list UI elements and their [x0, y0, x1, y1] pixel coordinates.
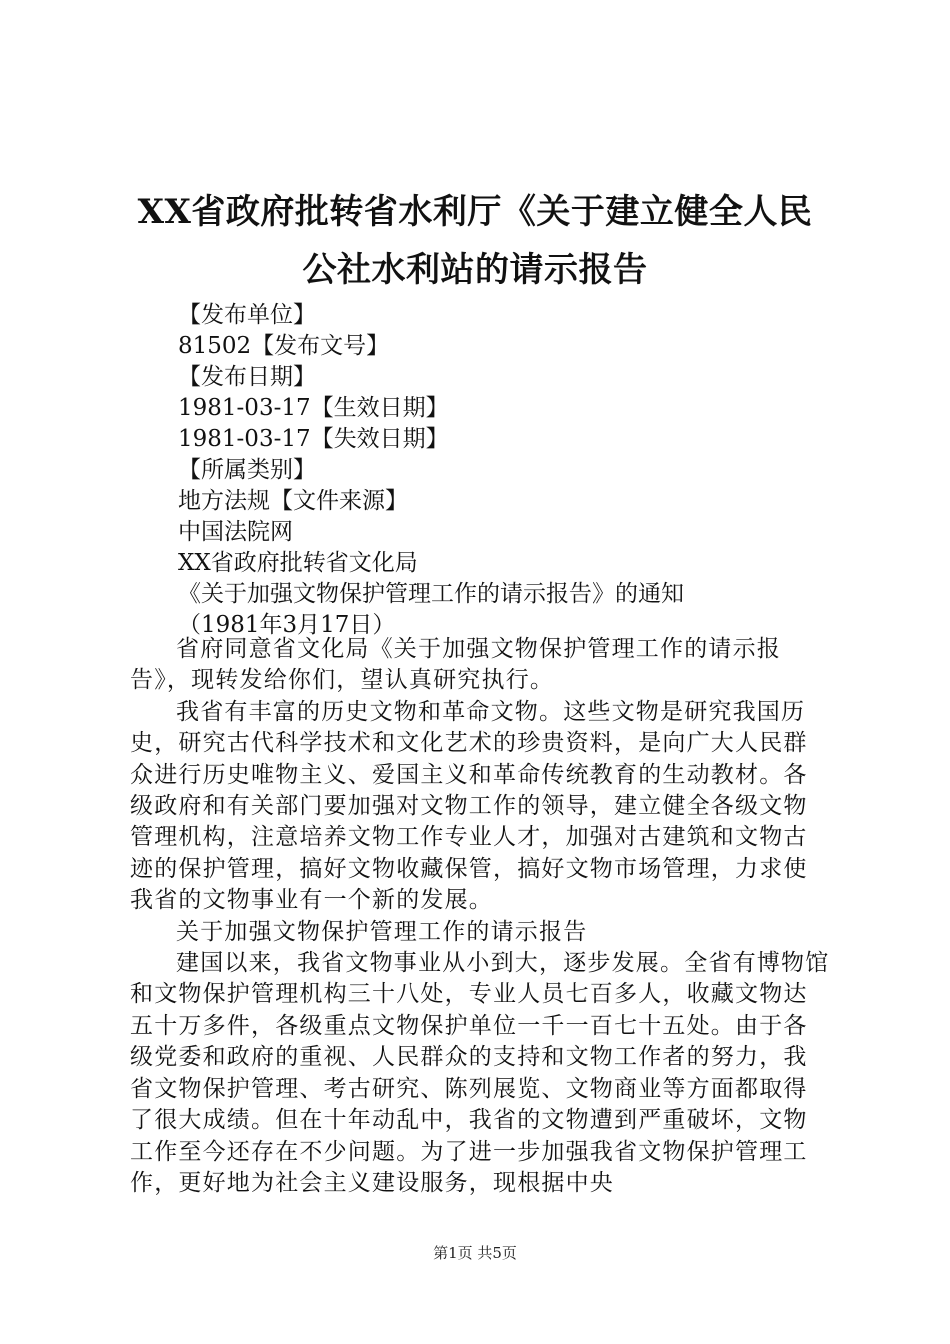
document-title-line-2: 公社水利站的请示报告 [302, 250, 648, 290]
meta-issuer: 【发布单位】 [178, 302, 316, 328]
page-footer: 第1页 共5页 [433, 1244, 517, 1262]
document-title-line-1: XX省政府批转省水利厅《关于建立健全人民 [137, 192, 813, 232]
meta-effective-date: 1981-03-17【生效日期】 [178, 395, 449, 421]
paragraph: 我省有丰富的历史文物和革命文物。这些文物是研究我国历史，研究古代科学技术和文化艺术的珍贵资料，是向广大人民群众进行历史唯物主义、爱国主义和革命传统教育的生动教材。各级政府和有关部门要加强对文物工作的领导，建立健全各级文物管理机构，注意培养文物工作专业人才，加强对古建筑和文物古迹的保护管理，搞好文物收藏保管，搞好文物市场管理，力求使我省的文物事业有一个新的发展。 [130, 698, 808, 914]
report-heading: 关于加强文物保护管理工作的请示报告 [176, 918, 588, 945]
meta-publish-date: 【发布日期】 [178, 364, 316, 390]
notice-title-line-2: 《关于加强文物保护管理工作的请示报告》的通知 [178, 581, 684, 607]
notice-date: （1981年3月17日） [178, 612, 396, 638]
meta-expiry-date: 1981-03-17【失效日期】 [178, 426, 449, 452]
document-body [130, 634, 830, 1199]
notice-title-line-1: XX省政府批转省文化局 [178, 550, 418, 576]
meta-category: 【所属类别】 [178, 457, 316, 483]
meta-source: 地方法规【文件来源】 [178, 488, 408, 514]
meta-doc-number: 81502【发布文号】 [178, 333, 390, 359]
paragraph: 省府同意省文化局《关于加强文物保护管理工作的请示报告》，现转发给你们，望认真研究执行。 [130, 636, 781, 694]
paragraph: 建国以来，我省文物事业从小到大，逐步发展。全省有博物馆和文物保护管理机构三十八处，专业人员七百多人，收藏文物达五十万多件，各级重点文物保护单位一千一百七十五处。由于各级党委和政府的重视、人民群众的支持和文物工作者的努力，我省文物保护管理、考古研究、陈列展览、文物商业等方面都取得了很大成绩。但在十年动乱中，我省的文物遭到严重破坏，文物工作至今还存在不少问题。为了进一步加强我省文物保护管理工作，更好地为社会主义建设服务，现根据中央 [130, 950, 830, 1196]
meta-source-name: 中国法院网 [178, 519, 293, 545]
